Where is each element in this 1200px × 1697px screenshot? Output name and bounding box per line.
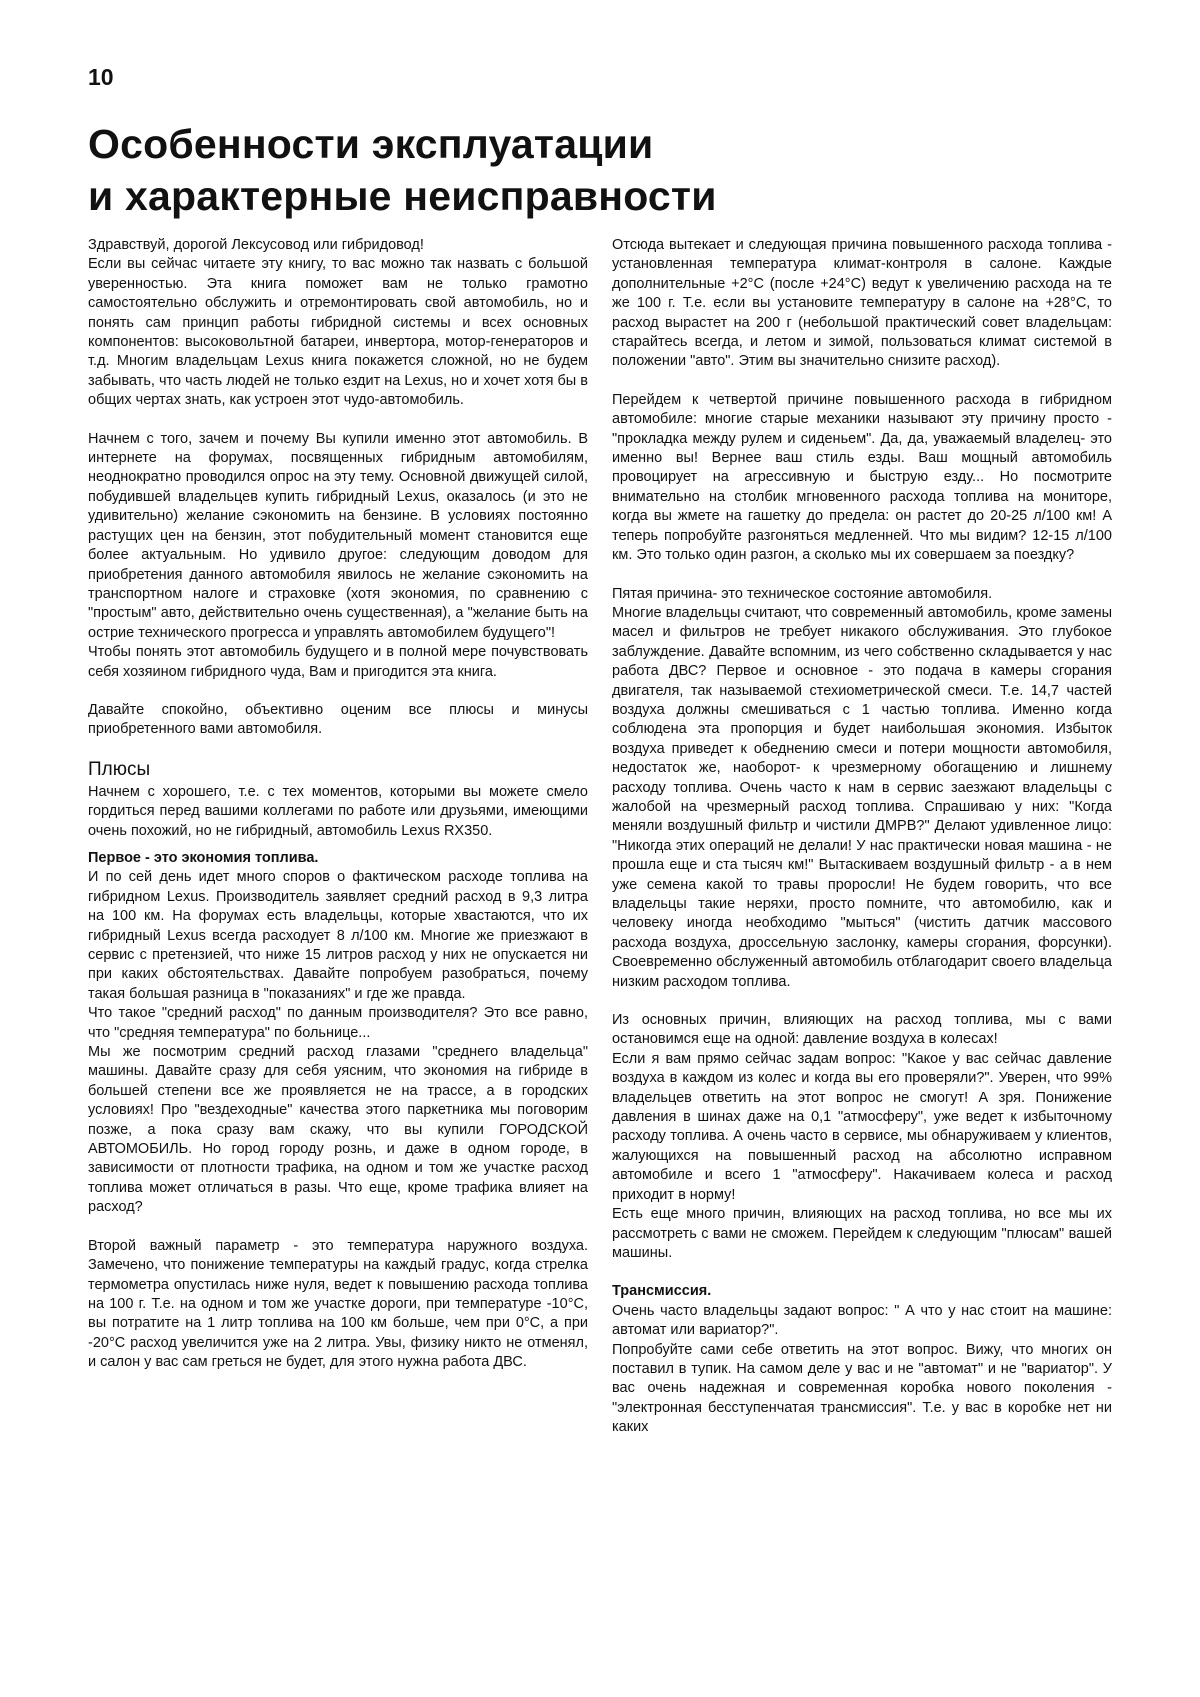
- subheading-fuel-economy: Первое - это экономия топлива.: [88, 849, 319, 866]
- page-title-line-1: Особенности эксплуатации: [88, 121, 654, 167]
- page-title: [88, 118, 717, 222]
- fuel-paragraph-1: И по сей день идет много споров о фактическом расходе топлива на гибридном Lexus. Производитель заявляет средний расход в 9,3 литра на 100 км. На форумах есть владельцы, которые хвастаются, что их гибридный Lexus всегда расходует 8 л/100 км. Многие же приезжают в сервис с претензией, что ниже 15 литров расход у них не опускается ни при каких обстоятельствах. Давайте попробуем разобраться, почему такая большая разница в "показаниях" и где же правда.: [88, 869, 588, 1002]
- plus-paragraph: Начнем с хорошего, т.е. с тех моментов, которыми вы можете смело гордиться перед вашими коллегами по работе или друзьями, имеющими очень похожий, но не гибридный, автомобиль Lexus RX350.: [88, 783, 588, 839]
- tyre-pressure-lead: Из основных причин, влияющих на расход топлива, мы с вами остановимся еще на одной: давление воздуха в колесах!: [612, 1012, 1112, 1048]
- intro-paragraph: Если вы сейчас читаете эту книгу, то вас можно так назвать с большой уверенностью. Эта книга поможет вам не только грамотно самостоятельно обслужить и отремонтировать свой автомобиль, но и понять сам принцип работы гибридной системы и всех основных компонентов: высоковольтной батареи, инвертора, мотор-генераторов и т.д. Многим владельцам Lexus книга покажется сложной, но не будем забывать, что часть людей не только ездит на Lexus, но и хочет хотя бы в общих чертах знать, как устроен этот чудо-автомобиль.: [88, 256, 588, 409]
- climate-paragraph: Отсюда вытекает и следующая причина повышенного расхода топлива - установленная температура климат-контроля в салоне. Каждые дополнительные +2°С (после +24°С) ведут к увеличению расхода на те же 100 г. Т.е. если вы установите температуру в салоне на +28°С, то расход вырастет на 200 г (небольшой практический совет владельцам: старайтесь всегда, и летом и зимой, пользоваться климат системой в положении "авто". Этим вы значительно снизите расход).: [612, 237, 1112, 370]
- why-paragraph: Начнем с того, зачем и почему Вы купили именно этот автомобиль. В интернете на форумах, посвященных гибридным автомобилям, неоднократно проводился опрос на эту тему. Основной движущей силой, побудившей владельцев купить гибридный Lexus, оказалось (и это не удивительно) желание сэкономить на бензине. В условиях постоянно растущих цен на бензин, этот побудительный момент становится еще более актуальным. Но удивило другое: следующим доводом для приобретения данного автомобиля явилось не желание сэкономить на транспортном налоге и страховке (хотя экономия, по сравнению с "простым" авто, действительно очень существенная), а "желание быть на острие технического прогресса и управлять автомобилем будущего"!: [88, 430, 588, 641]
- tyre-pressure-paragraph: Если я вам прямо сейчас задам вопрос: "Какое у вас сейчас давление воздуха в каждом из колес и когда вы его проверяли?". Уверен, что 99% владельцев ответить на этот вопрос не смогут! А зря. Понижение давления в шинах даже на 0,1 "атмосферу", уже ведет к избыточному расходу топлива. А очень часто в сервисе, мы обнаруживаем у клиентов, жалующихся на повышенный расход на абсолютно исправном автомобиле и всего 1 "атмосферу". Накачиваем колеса и расход приходит в норму!: [612, 1050, 1112, 1203]
- driving-style-paragraph: Перейдем к четвертой причине повышенного расхода в гибридном автомобиле: многие старые механики называют эту причину просто - "прокладка между рулем и сиденьем". Да, да, уважаемый владелец- это именно вы! Вернее ваш стиль езды. Ваш мощный автомобиль провоцирует на агрессивную и быструю езду... Но посмотрите внимательно на столбик мгновенного расхода топлива на мониторе, когда вы жмете на гашетку до предела: он растет до 20-25 л/100 км! А теперь попробуйте разгоняться медленней. Что мы видим? 12-15 л/100 км. Это только один разгон, а сколько мы их совершаем за поездку?: [612, 391, 1112, 564]
- subheading-transmission: Трансмиссия.: [612, 1283, 712, 1300]
- fuel-paragraph-2: Что такое "средний расход" по данным производителя? Это все равно, что "средняя температура" по больнице...: [88, 1005, 588, 1041]
- temperature-paragraph: Второй важный параметр - это температура наружного воздуха. Замечено, что понижение температуры на каждый градус, когда стрелка термометра опустилась ниже нуля, ведет к повышению расхода топлива на 100 г. Т.е. на одном и том же участке дороги, при температуре -10°С, вы потратите на 1 литр топлива на 100 км больше, чем при 0°С, а при -20°С расход увеличится уже на 2 литра. Увы, физику никто не отменял, и салон у вас сам греться не будет, для этого нужна работа ДВС.: [88, 1237, 588, 1371]
- page-title-line-2: и характерные неисправности: [88, 173, 717, 219]
- right-column: [612, 236, 1112, 1438]
- tech-condition-paragraph: Многие владельцы считают, что современный автомобиль, кроме замены масел и фильтров не требует никакого обслуживания. Это глубокое заблуждение. Давайте вспомним, из чего собственно складывается у нас работа ДВС? Первое и основное - это подача в камеры сгорания двигателя, так называемой стехиометрической смеси. Т.е. 14,7 частей воздуха должны смешиваться с 1 частью топлива. Именно когда соблюдена эта пропорция и будет наибольшая экономия. Избыток воздуха приведет к обеднению смеси и потери мощности автомобиля, недостаток же, наоборот- к чрезмерному обогащению и лишнему расходу топлива. Очень часто к нам в сервис заезжают владельцы с жалобой на чрезмерный расход топлива. Спрашиваю у них: "Когда меняли воздушный фильтр и чистили ДМРВ?" Делают удивленное лицо: "Никогда этих операций не делали! У нас практически новая машина - не прошла еще и ста тысяч км!" Вытаскиваем воздушный фильтр - а в нем уже семена какой то травы проросли! Не будем говорить, что все владельцы такие неряхи, просто помните, что автомобилю, как и человеку иногда необходимо "мыться" (чистить датчик массового расхода воздуха, дроссельную заслонку, камеры сгорания, форсунки). Своевременно обслуженный автомобиль отблагодарит своего владельца низким расходом топлива.: [612, 604, 1112, 990]
- section-heading-plus: Плюсы: [88, 758, 151, 780]
- tech-condition-lead: Пятая причина- это техническое состояние автомобиля.: [612, 585, 993, 602]
- more-reasons-paragraph: Есть еще много причин, влияющих на расход топлива, но все мы их рассмотреть с вами не сможем. Перейдем к следующим "плюсам" вашей машины.: [612, 1206, 1112, 1261]
- fuel-paragraph-3: Мы же посмотрим средний расход глазами "среднего владельца" машины. Давайте сразу для себя уясним, что экономия на гибриде в большей степени все же проявляется не на трассе, а в городских условиях! Про "вездеходные" качества этого паркетника мы поговорим позже, а пока сразу вам скажу, что вы купили ГОРОДСКОЙ АВТОМОБИЛЬ. Но город городу рознь, и даже в одном городе, в зависимости от плотности трафика, на одном и том же участке расход топлива может отличаться в разы. Что еще, кроме трафика влияет на расход?: [88, 1044, 588, 1216]
- calm-paragraph: Давайте спокойно, объективно оценим все плюсы и минусы приобретенного вами автомобиля.: [88, 701, 588, 738]
- left-column: [88, 236, 588, 1373]
- transmission-paragraph-1: Очень часто владельцы задают вопрос: " А что у нас стоит на машине: автомат или вариатор?".: [612, 1302, 1112, 1339]
- page-number: 10: [88, 64, 114, 90]
- understand-paragraph: Чтобы понять этот автомобиль будущего и в полной мере почувствовать себя хозяином гибридного чуда, Вам и пригодится эта книга.: [88, 644, 588, 680]
- transmission-paragraph-2: Попробуйте сами себе ответить на этот вопрос. Вижу, что многих он поставил в тупик. На самом деле у вас и не "автомат" и не "вариатор". У вас очень надежная и современная коробка нового поколения - "электронная бесступенчатая трансмиссия". Т.е. у вас в коробке нет ни каких: [612, 1341, 1112, 1436]
- greeting-paragraph: Здравствуй, дорогой Лексусовод или гибридовод!: [88, 237, 424, 253]
